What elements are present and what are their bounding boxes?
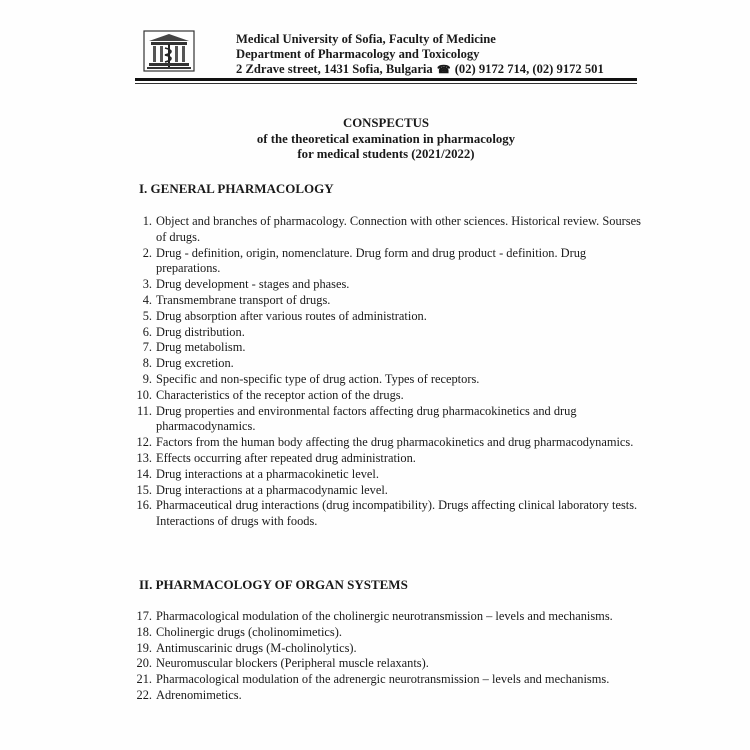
topic-text: Factors from the human body affecting the drug pharmacokinetics and drug pharmacodynamics. bbox=[156, 435, 634, 450]
topic-item bbox=[124, 246, 644, 278]
topic-text: Drug development - stages and phases. bbox=[156, 277, 350, 292]
topic-item bbox=[124, 340, 644, 356]
topic-item bbox=[124, 325, 644, 341]
topic-text: Drug metabolism. bbox=[156, 340, 246, 355]
topic-item bbox=[124, 435, 644, 451]
topic-text: Drug - definition, origin, nomenclature. Drug form and drug product - definition. Drug preparations. bbox=[156, 245, 587, 276]
topic-item bbox=[124, 293, 644, 309]
topic-text: Antimuscarinic drugs (M-cholinolytics). bbox=[156, 640, 357, 655]
topic-item bbox=[124, 656, 644, 672]
topic-text: Drug interactions at a pharmacodynamic level. bbox=[156, 482, 388, 497]
university-emblem-icon bbox=[143, 29, 195, 73]
topic-text: Neuromuscular blockers (Peripheral muscle relaxants). bbox=[156, 656, 429, 671]
topic-number: 12. bbox=[136, 435, 152, 450]
topic-number: 2. bbox=[142, 245, 152, 260]
header-contact bbox=[236, 62, 604, 78]
topic-text: Pharmaceutical drug interactions (drug incompatibility). Drugs affecting clinical laboratory tests. Interactions of drugs with foods. bbox=[156, 498, 638, 529]
institution-header bbox=[236, 32, 604, 78]
section-heading-organ-systems: II. PHARMACOLOGY OF ORGAN SYSTEMS bbox=[139, 577, 408, 592]
topic-text: Specific and non-specific type of drug action. Types of receptors. bbox=[156, 371, 480, 386]
topic-item bbox=[124, 688, 644, 704]
topic-number: 17. bbox=[136, 609, 152, 623]
topic-text: Cholinergic drugs (cholinomimetics). bbox=[156, 624, 342, 639]
topic-text: Transmembrane transport of drugs. bbox=[156, 292, 331, 307]
topic-text: Characteristics of the receptor action of the drugs. bbox=[156, 387, 404, 402]
header-address: 2 Zdrave street, 1431 Sofia, Bulgaria bbox=[236, 62, 433, 76]
topic-item bbox=[124, 641, 644, 657]
topic-number: 4. bbox=[142, 292, 152, 307]
section-heading-general: I. GENERAL PHARMACOLOGY bbox=[139, 181, 334, 196]
header-university: Medical University of Sofia, Faculty of Medicine bbox=[236, 32, 496, 46]
title-main: CONSPECTUS bbox=[342, 116, 430, 130]
topic-number: 11. bbox=[136, 403, 152, 418]
topic-item bbox=[124, 625, 644, 641]
topic-list-general bbox=[124, 214, 644, 530]
topic-number: 13. bbox=[136, 450, 152, 465]
topic-number: 18. bbox=[136, 624, 152, 639]
topic-number: 20. bbox=[136, 656, 152, 671]
phone-icon: ☎ bbox=[436, 64, 451, 76]
header-divider-thick bbox=[135, 78, 637, 81]
topic-number: 5. bbox=[142, 308, 152, 323]
topic-number: 3. bbox=[142, 277, 152, 292]
topic-item bbox=[124, 404, 644, 436]
topic-text: Drug absorption after various routes of administration. bbox=[156, 308, 427, 323]
topic-list-organ-systems bbox=[124, 609, 644, 704]
header-phone: (02) 9172 714, (02) 9172 501 bbox=[454, 62, 604, 76]
topic-number: 10. bbox=[136, 387, 152, 402]
topic-item bbox=[124, 277, 644, 293]
topic-item bbox=[124, 609, 644, 625]
topic-text: Adrenomimetics. bbox=[156, 687, 242, 702]
topic-text: Object and branches of pharmacology. Connection with other sciences. Historical review. Sourses of drugs. bbox=[156, 214, 641, 244]
header-divider-thin bbox=[135, 83, 637, 84]
topic-text: Drug interactions at a pharmacokinetic level. bbox=[156, 466, 379, 481]
topic-item bbox=[124, 388, 644, 404]
topic-text: Effects occurring after repeated drug administration. bbox=[156, 450, 416, 465]
topic-number: 21. bbox=[136, 672, 152, 687]
topic-number: 7. bbox=[142, 340, 152, 355]
topic-item bbox=[124, 451, 644, 467]
topic-item bbox=[124, 672, 644, 688]
topic-number: 16. bbox=[136, 498, 152, 513]
topic-item bbox=[124, 372, 644, 388]
topic-number: 8. bbox=[142, 356, 152, 371]
topic-item bbox=[124, 467, 644, 483]
topic-number: 1. bbox=[142, 214, 152, 228]
topic-text: Drug excretion. bbox=[156, 356, 234, 371]
topic-item bbox=[124, 309, 644, 325]
topic-number: 14. bbox=[136, 466, 152, 481]
topic-item bbox=[124, 498, 644, 530]
topic-text: Drug distribution. bbox=[156, 324, 245, 339]
topic-item bbox=[124, 483, 644, 499]
document-title bbox=[135, 116, 637, 163]
topic-item bbox=[124, 214, 644, 246]
topic-number: 19. bbox=[136, 640, 152, 655]
topic-number: 22. bbox=[136, 687, 152, 702]
topic-text: Drug properties and environmental factors affecting drug pharmacokinetics and drug pharmacodynamics. bbox=[156, 403, 577, 434]
title-audience: for medical students (2021/2022) bbox=[297, 147, 475, 161]
topic-item bbox=[124, 356, 644, 372]
header-department: Department of Pharmacology and Toxicology bbox=[236, 47, 480, 61]
topic-number: 6. bbox=[142, 324, 152, 339]
topic-number: 15. bbox=[136, 482, 152, 497]
title-subtitle: of the theoretical examination in pharmacology bbox=[256, 131, 516, 146]
topic-number: 9. bbox=[142, 371, 152, 386]
topic-text: Pharmacological modulation of the cholinergic neurotransmission – levels and mechanisms. bbox=[156, 609, 613, 623]
topic-text: Pharmacological modulation of the adrenergic neurotransmission – levels and mechanisms. bbox=[156, 672, 610, 687]
